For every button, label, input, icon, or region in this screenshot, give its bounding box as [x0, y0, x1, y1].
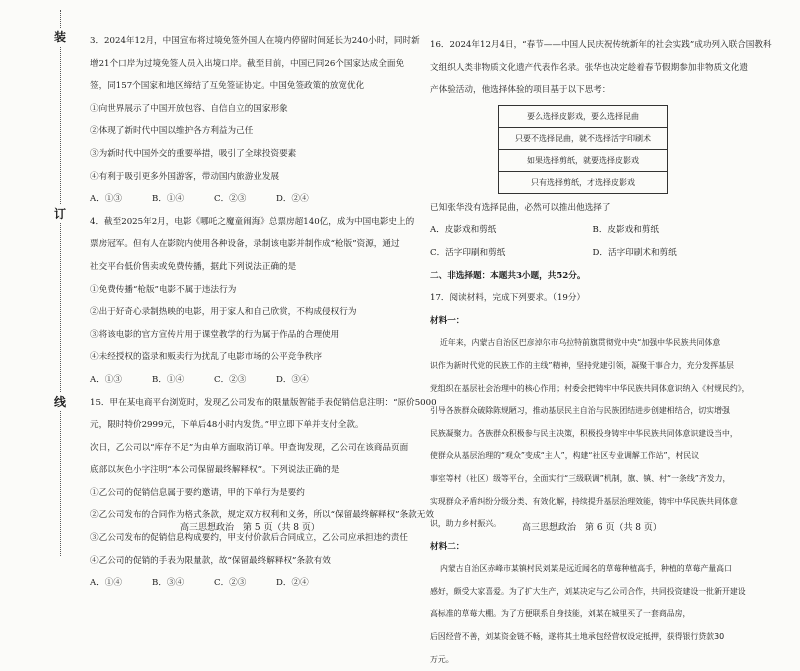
question-17-stem: 17．阅读材料，完成下列要求。（19分） [430, 293, 586, 304]
material-2-label: 材料二： [430, 541, 465, 552]
q15-item: ④乙公司的促销的手表为限量款，故“保留最终解释权”条款有效 [90, 555, 331, 566]
q16-option-c: C．活字印刷和剪纸 [430, 247, 506, 258]
material-2-body [430, 558, 755, 671]
logic-premise-table [498, 105, 668, 194]
material-1-line: 民族凝聚力。各族群众积极参与民主决策，积极投身铸牢中华民族共同体意识建设当中， [430, 428, 738, 438]
page-6-footer: 高三思想政治 第 6 页（共 8 页） [522, 523, 662, 533]
binding-char-xian: 线 [54, 395, 67, 409]
premise-row: 要么选择皮影戏，要么选择昆曲 [499, 106, 667, 128]
material-1-line: 识，助力乡村振兴。 [430, 519, 502, 529]
q15-stem-line: 15．甲在某电商平台浏览时，发现乙公司发布的限量版智能手表促销信息注明：“原价5000 [90, 397, 437, 408]
q3-item: ④有利于吸引更多外国游客，带动国内旅游业发展 [90, 171, 280, 182]
material-1-line: 近年来，内蒙古自治区巴彦淖尔市乌拉特前旗贯彻党中央“加强中华民族共同体意 [440, 338, 721, 348]
q3-option-b: B．①④ [152, 194, 185, 205]
q3-option-a: A．①③ [90, 194, 122, 205]
q15-option-b: B．③④ [152, 578, 185, 589]
q4-item: ①免费传播“枪版”电影不属于违法行为 [90, 284, 237, 295]
material-1-line: 引导各族群众破除陈规陋习，推动基层民主自治与民族团结进步创建相结合，切实增强 [430, 406, 730, 416]
page-6-column [430, 34, 772, 671]
material-1-line: 党组织在基层社会治理中的核心作用；村委会把铸牢中华民族共同体意识纳入《村规民约》， [430, 383, 750, 393]
binding-char-zhuang: 装 [54, 30, 67, 44]
binding-margin [0, 0, 70, 566]
q3-item: ③为新时代中国外交的重要举措，吸引了全球投资要素 [90, 148, 297, 159]
section-2-heading: 二、非选择题：本题共3小题，共52分。 [430, 270, 586, 281]
material-2-line: 内蒙古自治区赤峰市某镇村民刘某是远近闻名的草莓种植高手，种植的草莓产量高口 [440, 564, 732, 574]
q15-option-a: A．①④ [90, 578, 122, 589]
q15-stem-line: 次日，乙公司以“库存不足”为由单方面取消订单。甲查询发现，乙公司在该商品页面 [90, 442, 409, 453]
q15-item: ①乙公司的促销信息属于要约邀请，甲的下单行为是要约 [90, 487, 305, 498]
material-1-label: 材料一： [430, 315, 465, 326]
q15-item: ③乙公司发布的促销信息构成要约，甲支付价款后合同成立，乙公司应承担违约责任 [90, 533, 408, 544]
q4-stem-line: 票房冠军。但有人在影院内使用各种设备，录制该电影并制作成“枪版”资源，通过 [90, 239, 400, 250]
q16-stem-line: 16．2024年12月4日，“春节——中国人民庆祝传统新年的社会实践”成功列入联合国教科 [430, 40, 772, 50]
q15-item: ②乙公司发布的合同作为格式条款，规定双方权利和义务，所以“保留最终解释权”条款无效 [90, 510, 434, 521]
q16-option-a: A．皮影戏和剪纸 [430, 225, 497, 236]
q16-option-d: D．活字印刷术和剪纸 [592, 247, 677, 258]
q15-options [90, 572, 410, 595]
q3-stem-line: 3．2024年12月，中国宣布将过境免签外国人在境内停留时间延长为240小时，同时新 [90, 36, 420, 46]
premise-row: 如果选择剪纸，就要选择皮影戏 [499, 150, 667, 172]
material-2-line: 后因经营不善，刘某资金链不畅，遂将其土地承包经营权设定抵押，获得银行贷款30 [430, 632, 725, 642]
premise-row: 只要不选择昆曲，就不选择活字印刷术 [499, 128, 667, 150]
material-1-line: 实现群众矛盾纠纷分级分类、有效化解，持续提升基层治理效能，铸牢中华民族共同体意 [430, 496, 738, 506]
q4-stem-line: 4．截至2025年2月，电影《哪吒之魔童闹海》总票房超140亿，成为中国电影史上的 [90, 216, 415, 227]
q3-stem-line: 签，同157个国家和地区缔结了互免签证协定。中国免签政策的放宽优化 [90, 81, 365, 92]
q16-conclusion: 已知张华没有选择昆曲，必然可以推出他选择了 [430, 202, 611, 213]
material-1-body [430, 332, 755, 535]
q16-options-cd [430, 242, 755, 265]
material-2-line: 万元。 [430, 654, 454, 664]
q4-option-c: C．②③ [214, 374, 247, 385]
q15-option-c: C．②③ [214, 578, 247, 589]
q15-stem-line: 元，限时特价2999元，下单后48小时内发货。”甲立即下单并支付全款。 [90, 420, 364, 431]
q16-stem-line: 文组织人类非物质文化遗产代表作名录。张华也决定趁着春节假期参加非物质文化遗 [430, 62, 748, 73]
q4-option-a: A．①③ [90, 374, 122, 385]
question-16 [430, 34, 772, 265]
q4-item: ②出于好奇心录制热映的电影，用于家人和自己欣赏，不构成侵权行为 [90, 307, 357, 318]
q4-option-b: B．①④ [152, 374, 185, 385]
binding-dotted-line [60, 10, 61, 556]
premise-row: 只有选择剪纸，才选择皮影戏 [531, 177, 635, 187]
q16-stem-line: 产体验活动，他选择体验的项目基于以下思考： [430, 85, 611, 96]
q4-item: ③将该电影的官方宣传片用于课堂教学的行为属于作品的合理使用 [90, 329, 340, 340]
q3-item: ①向世界展示了中国开放包容、自信自立的国家形象 [90, 103, 288, 114]
q3-option-d: D．②④ [276, 194, 309, 205]
q3-option-c: C．②③ [214, 194, 247, 205]
q3-item: ②体现了新时代中国以维护各方利益为己任 [90, 126, 254, 137]
q16-options-ab [430, 219, 755, 242]
q15-option-d: D．②④ [276, 578, 309, 589]
q4-options [90, 369, 410, 392]
material-2-line: 高标准的草莓大棚。为了方便联系自身技能，刘某在城里买了一套商品房， [430, 609, 691, 619]
question-3 [90, 30, 420, 211]
material-2-line: 感好，颇受大家喜爱。为了扩大生产，刘某决定与乙公司合作，共同投资建设一批新开建设 [430, 586, 746, 596]
material-1-line: 事室等村（社区）级等平台，全面实行“三级联调”机制，旗、镇、村“一条线”齐发力， [430, 473, 731, 483]
binding-char-ding: 订 [54, 207, 67, 221]
question-15 [90, 392, 437, 595]
material-1-line: 使群众从基层治理的“观众”变成“主人”，构建“社区专业调解工作站”，村民议 [430, 451, 700, 461]
page-5-footer: 高三思想政治 第 5 页（共 8 页） [180, 523, 320, 533]
question-4 [90, 211, 415, 392]
q4-stem-line: 社交平台低价售卖或免费传播，据此下列说法正确的是 [90, 261, 297, 272]
q4-item: ④未经授权的盗录和贩卖行为扰乱了电影市场的公平竞争秩序 [90, 352, 323, 363]
q15-stem-line: 底部以灰色小字注明“本公司保留最终解释权”。下列说法正确的是 [90, 465, 340, 476]
q4-option-d: D．③④ [276, 374, 309, 385]
q16-option-b: B．皮影戏和剪纸 [592, 225, 659, 236]
q3-stem-line: 增21个口岸为过境免签人员入出境口岸。截至目前，中国已同26个国家达成全面免 [90, 58, 405, 69]
material-1-line: 识作为新时代党的民族工作的主线”精神，坚持党建引领，凝聚干事合力，充分发挥基层 [430, 360, 734, 370]
q3-options [90, 188, 410, 211]
page-5-column [90, 30, 437, 595]
